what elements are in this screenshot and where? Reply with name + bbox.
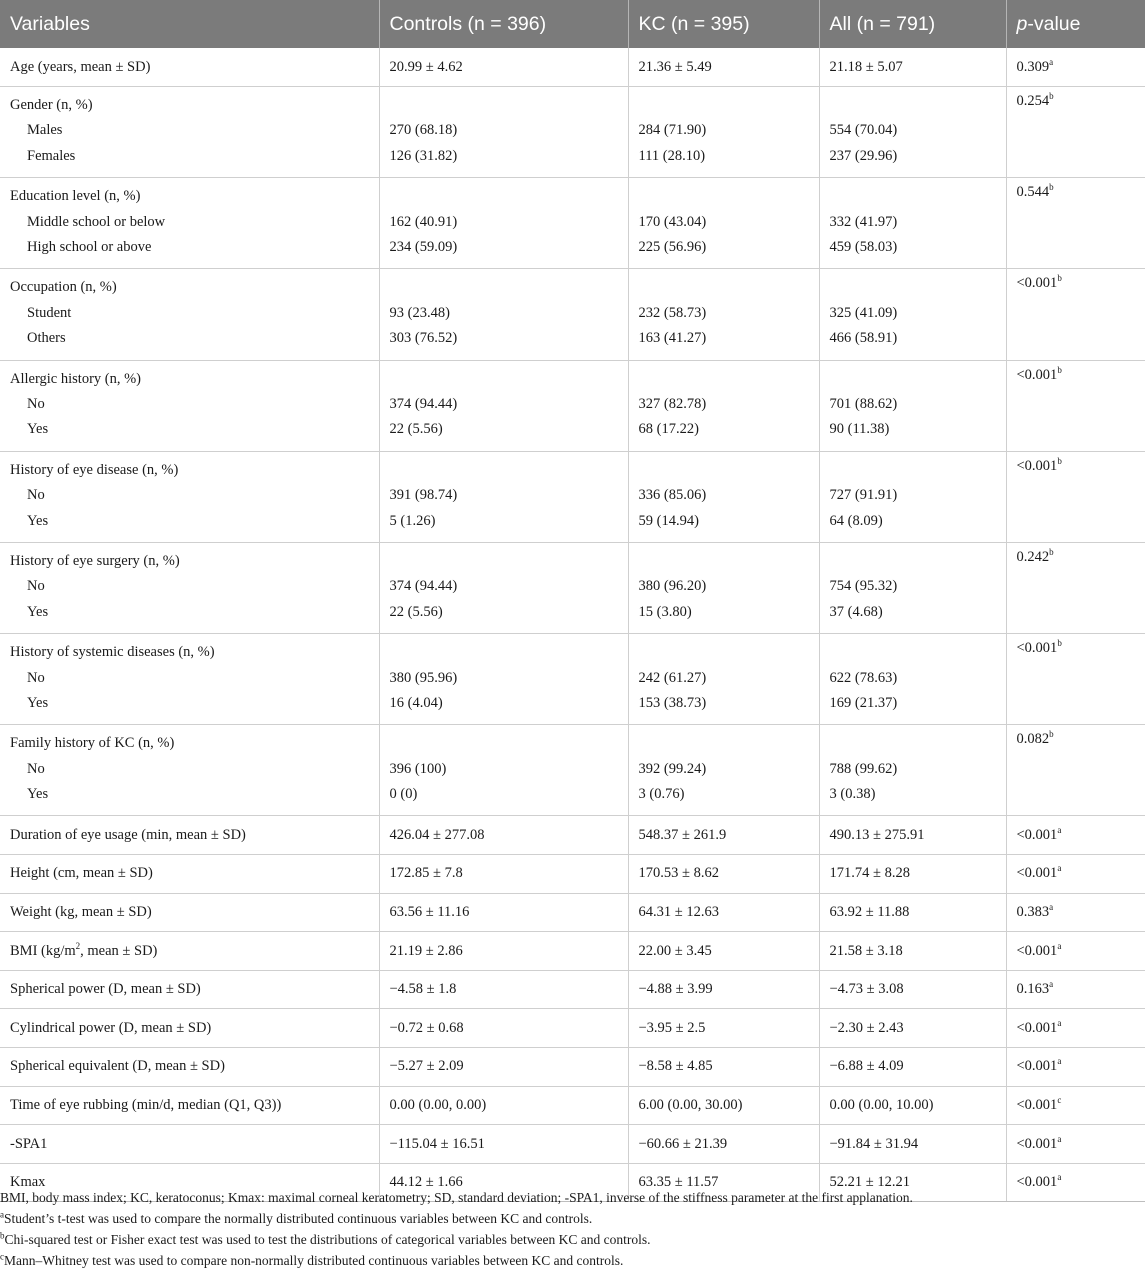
subcategory-value: 93 (23.48) <box>389 304 450 321</box>
subcategory-value: 90 (11.38) <box>829 421 890 438</box>
p-value-cell <box>1006 855 1145 894</box>
variable-label: Education level (n, %) <box>10 188 141 205</box>
kc-value: −8.58 ± 4.85 <box>628 1048 819 1087</box>
controls-value: 20.99 ± 4.62 <box>379 48 628 87</box>
footnote-text: Student’s t-test was used to compare the normally distributed continuous variables between KC and controls. <box>4 1211 593 1226</box>
variable-cell <box>0 1125 379 1164</box>
kc-value: 64.31 ± 12.63 <box>628 893 819 932</box>
variable-label: Occupation (n, %) <box>10 279 117 296</box>
subcategory-label: No <box>27 578 45 595</box>
all-value <box>819 725 1006 816</box>
controls-value: −0.72 ± 0.68 <box>379 1009 628 1048</box>
spacer-line <box>390 731 618 756</box>
controls-value <box>379 269 628 360</box>
subcategory-value: 234 (59.09) <box>389 239 458 256</box>
header-controls: Controls (n = 396) <box>379 0 628 48</box>
p-value-cell <box>1006 87 1145 178</box>
subcategory-value: 169 (21.37) <box>829 694 898 711</box>
variable-cell <box>0 855 379 894</box>
variable-cell <box>0 360 379 451</box>
subcategory-value: 170 (43.04) <box>638 213 707 230</box>
kc-value: −4.88 ± 3.99 <box>628 970 819 1009</box>
subcategory-value: 392 (99.24) <box>638 760 707 777</box>
p-value-cell <box>1006 816 1145 855</box>
table-body <box>0 48 1145 1202</box>
kc-value: −60.66 ± 21.39 <box>628 1125 819 1164</box>
variable-label: Gender (n, %) <box>10 97 93 114</box>
variable-label: Duration of eye usage (min, mean ± SD) <box>10 826 246 843</box>
variable-label: Spherical power (D, mean ± SD) <box>10 981 201 998</box>
all-value: −2.30 ± 2.43 <box>819 1009 1006 1048</box>
superscript: a <box>1049 56 1054 67</box>
variable-cell <box>0 542 379 633</box>
controls-value: 21.19 ± 2.86 <box>379 932 628 971</box>
p-value-cell <box>1006 451 1145 542</box>
variable-label: History of eye disease (n, %) <box>10 461 179 478</box>
controls-value: −115.04 ± 16.51 <box>379 1125 628 1164</box>
subcategory-label: Yes <box>27 421 49 438</box>
subcategory-value: 374 (94.44) <box>389 578 458 595</box>
footnote <box>0 1229 1145 1250</box>
variable-label: Age (years, mean ± SD) <box>10 58 151 75</box>
spacer-line <box>639 275 809 300</box>
subcategory-value: 459 (58.03) <box>829 239 898 256</box>
superscript: b <box>1057 455 1062 466</box>
variable-cell <box>0 1048 379 1087</box>
variable-label: Kmax <box>10 1174 46 1191</box>
subcategory-label: No <box>27 760 45 777</box>
p-value-cell <box>1006 634 1145 725</box>
subcategory-value: 15 (3.80) <box>638 603 692 620</box>
footnote-text: Chi-squared test or Fisher exact test was used to test the distributions of categorical variables between KC and controls. <box>4 1232 651 1247</box>
p-value-cell <box>1006 725 1145 816</box>
spacer-line <box>639 184 809 209</box>
p-value: 0.254 <box>1016 93 1050 110</box>
superscript: c <box>1057 1095 1062 1106</box>
spacer-line <box>830 549 996 574</box>
kc-value <box>628 451 819 542</box>
spacer-line <box>639 549 809 574</box>
subcategory-label: No <box>27 396 45 412</box>
superscript: c <box>0 1251 4 1262</box>
subcategory-value: 701 (88.62) <box>829 396 898 412</box>
superscript: a <box>1049 979 1054 990</box>
p-value-cell <box>1006 1125 1145 1164</box>
controls-value: 426.04 ± 277.08 <box>379 816 628 855</box>
superscript: a <box>1057 863 1062 874</box>
table-row <box>0 634 1145 725</box>
variable-cell <box>0 634 379 725</box>
footnote <box>0 1187 1145 1208</box>
subcategory-value: 380 (95.96) <box>389 669 458 686</box>
all-value <box>819 542 1006 633</box>
superscript: a <box>1057 1056 1062 1067</box>
variable-label: Cylindrical power (D, mean ± SD) <box>10 1019 212 1036</box>
spacer-line <box>390 458 618 483</box>
spacer-line <box>639 731 809 756</box>
subcategory-value: 242 (61.27) <box>638 669 707 686</box>
subcategory-value: 5 (1.26) <box>389 512 436 529</box>
subcategory-label: No <box>27 669 45 686</box>
variable-cell <box>0 970 379 1009</box>
spacer-line <box>390 93 618 118</box>
p-value: 0.082 <box>1016 731 1050 748</box>
variable-cell <box>0 1086 379 1125</box>
variable-label: Time of eye rubbing (min/d, median (Q1, Q3)) <box>10 1096 282 1113</box>
all-value: 52.21 ± 12.21 <box>819 1163 1006 1202</box>
all-value: 63.92 ± 11.88 <box>819 893 1006 932</box>
all-value: 0.00 (0.00, 10.00) <box>819 1086 1006 1125</box>
table-row <box>0 178 1145 269</box>
p-value-cell <box>1006 48 1145 87</box>
p-value-cell <box>1006 178 1145 269</box>
superscript: b <box>1057 273 1062 284</box>
subcategory-label: Males <box>27 122 63 139</box>
spacer-line <box>830 184 996 209</box>
variable-label: Height (cm, mean ± SD) <box>10 865 153 882</box>
kc-value <box>628 269 819 360</box>
subcategory-label: Yes <box>27 603 49 620</box>
footnote <box>0 1250 1145 1271</box>
superscript: b <box>1049 729 1054 740</box>
p-value-cell <box>1006 269 1145 360</box>
variable-cell <box>0 932 379 971</box>
table-row <box>0 87 1145 178</box>
subcategory-label: No <box>27 487 45 504</box>
table-row <box>0 855 1145 894</box>
header-kc: KC (n = 395) <box>628 0 819 48</box>
superscript: a <box>1057 1133 1062 1144</box>
superscript: a <box>1057 1017 1062 1028</box>
subcategory-value: 22 (5.56) <box>389 603 443 620</box>
p-value: 0.242 <box>1016 548 1050 565</box>
p-value-cell <box>1006 1048 1145 1087</box>
p-value: <0.001 <box>1016 1058 1058 1075</box>
variable-cell <box>0 178 379 269</box>
p-value: <0.001 <box>1016 457 1058 474</box>
p-value: <0.001 <box>1016 1174 1058 1191</box>
subcategory-value: 68 (17.22) <box>638 421 699 438</box>
controls-value: −5.27 ± 2.09 <box>379 1048 628 1087</box>
variable-label: History of systemic diseases (n, %) <box>10 644 215 661</box>
variable-cell <box>0 48 379 87</box>
subcategory-value: 153 (38.73) <box>638 694 707 711</box>
variable-label: History of eye surgery (n, %) <box>10 552 180 569</box>
subcategory-value: 3 (0.76) <box>638 786 685 803</box>
p-value: 0.309 <box>1016 58 1050 75</box>
footnote-text: BMI, body mass index; KC, keratoconus; Kmax: maximal corneal keratometry; SD, standard deviation; -SPA1, inverse of the stiffness parameter at the first applanation. <box>0 1190 913 1205</box>
variable-cell <box>0 725 379 816</box>
subcategory-value: 622 (78.63) <box>829 669 898 686</box>
superscript: b <box>1057 364 1062 375</box>
table-row <box>0 893 1145 932</box>
p-value: <0.001 <box>1016 640 1058 657</box>
subcategory-value: 391 (98.74) <box>389 487 458 504</box>
superscript: a <box>1057 824 1062 835</box>
spacer-line <box>390 549 618 574</box>
spacer-line <box>639 458 809 483</box>
table-row <box>0 451 1145 542</box>
p-value: <0.001 <box>1016 942 1058 959</box>
variable-cell <box>0 451 379 542</box>
p-value: <0.001 <box>1016 1135 1058 1152</box>
controls-value <box>379 451 628 542</box>
subcategory-label: Yes <box>27 512 49 529</box>
superscript: b <box>0 1230 5 1241</box>
p-value-cell <box>1006 360 1145 451</box>
table-row <box>0 542 1145 633</box>
p-value: <0.001 <box>1016 826 1058 843</box>
kc-value: 63.35 ± 11.57 <box>628 1163 819 1202</box>
table-row <box>0 1125 1145 1164</box>
variable-label: Allergic history (n, %) <box>10 370 142 387</box>
subcategory-value: 754 (95.32) <box>829 578 898 595</box>
subcategory-value: 466 (58.91) <box>829 330 898 347</box>
controls-value <box>379 360 628 451</box>
p-value: <0.001 <box>1016 366 1058 383</box>
controls-value <box>379 634 628 725</box>
p-value: <0.001 <box>1016 1019 1058 1036</box>
subcategory-label: High school or above <box>27 239 152 256</box>
controls-value <box>379 178 628 269</box>
variable-label: BMI (kg/m <box>10 942 76 959</box>
variable-label-suffix: , mean ± SD) <box>80 942 158 959</box>
spacer-line <box>830 275 996 300</box>
subcategory-value: 162 (40.91) <box>389 213 458 230</box>
table-header-row <box>0 0 1145 48</box>
table-row <box>0 932 1145 971</box>
spacer-line <box>639 93 809 118</box>
controls-value <box>379 542 628 633</box>
subcategory-label: Yes <box>27 694 49 711</box>
table-row <box>0 360 1145 451</box>
p-value-cell <box>1006 1086 1145 1125</box>
all-value <box>819 451 1006 542</box>
subcategory-label: Yes <box>27 786 49 803</box>
all-value <box>819 269 1006 360</box>
p-value-cell <box>1006 1009 1145 1048</box>
controls-value: 0.00 (0.00, 0.00) <box>379 1086 628 1125</box>
subcategory-value: 163 (41.27) <box>638 330 707 347</box>
table-row <box>0 48 1145 87</box>
variable-label: Family history of KC (n, %) <box>10 735 175 752</box>
all-value: −4.73 ± 3.08 <box>819 970 1006 1009</box>
all-value: −6.88 ± 4.09 <box>819 1048 1006 1087</box>
superscript: b <box>1049 91 1054 102</box>
subcategory-value: 303 (76.52) <box>389 330 458 347</box>
subcategory-value: 380 (96.20) <box>638 578 707 595</box>
all-value: −91.84 ± 31.94 <box>819 1125 1006 1164</box>
table-row <box>0 1009 1145 1048</box>
controls-value: 63.56 ± 11.16 <box>379 893 628 932</box>
header-variables: Variables <box>0 0 379 48</box>
subcategory-value: 3 (0.38) <box>829 786 876 803</box>
superscript: b <box>1049 547 1054 558</box>
subcategory-value: 284 (71.90) <box>638 122 707 139</box>
all-value <box>819 634 1006 725</box>
all-value <box>819 87 1006 178</box>
all-value: 21.18 ± 5.07 <box>819 48 1006 87</box>
table-row <box>0 970 1145 1009</box>
p-value: <0.001 <box>1016 275 1058 292</box>
variable-label: -SPA1 <box>10 1135 48 1152</box>
table-row <box>0 1086 1145 1125</box>
subcategory-value: 332 (41.97) <box>829 213 898 230</box>
p-value-cell <box>1006 970 1145 1009</box>
subcategory-value: 16 (4.04) <box>389 694 443 711</box>
subcategory-value: 336 (85.06) <box>638 487 707 504</box>
spacer-line <box>390 184 618 209</box>
superscript: a <box>1057 1172 1062 1183</box>
all-value: 490.13 ± 275.91 <box>819 816 1006 855</box>
kc-value: −3.95 ± 2.5 <box>628 1009 819 1048</box>
variable-cell <box>0 893 379 932</box>
p-value: 0.163 <box>1016 981 1050 998</box>
header-p-value: p-value <box>1006 0 1145 48</box>
subcategory-value: 22 (5.56) <box>389 421 443 438</box>
kc-value: 170.53 ± 8.62 <box>628 855 819 894</box>
all-value: 171.74 ± 8.28 <box>819 855 1006 894</box>
p-value: <0.001 <box>1016 1096 1058 1113</box>
controls-value: 44.12 ± 1.66 <box>379 1163 628 1202</box>
controls-value <box>379 87 628 178</box>
subcategory-value: 0 (0) <box>389 786 418 803</box>
controls-value <box>379 725 628 816</box>
subcategory-value: 237 (29.96) <box>829 147 898 164</box>
p-value: <0.001 <box>1016 865 1058 882</box>
kc-value: 548.37 ± 261.9 <box>628 816 819 855</box>
superscript: a <box>1057 940 1062 951</box>
variable-cell <box>0 816 379 855</box>
superscript: b <box>1057 638 1062 649</box>
subcategory-label: Others <box>27 330 66 347</box>
footnote-text: Mann–Whitney test was used to compare non-normally distributed continuous variables between KC and controls. <box>4 1253 624 1268</box>
spacer-line <box>830 640 996 665</box>
variable-cell <box>0 1009 379 1048</box>
spacer-line <box>830 367 996 392</box>
superscript: a <box>1049 902 1054 913</box>
controls-value: 172.85 ± 7.8 <box>379 855 628 894</box>
kc-value <box>628 634 819 725</box>
subcategory-value: 327 (82.78) <box>638 396 707 412</box>
kc-value: 6.00 (0.00, 30.00) <box>628 1086 819 1125</box>
subcategory-value: 554 (70.04) <box>829 122 898 139</box>
table-row <box>0 269 1145 360</box>
subcategory-label: Student <box>27 304 72 321</box>
subcategory-value: 325 (41.09) <box>829 304 898 321</box>
p-value: 0.544 <box>1016 184 1050 201</box>
subcategory-value: 111 (28.10) <box>638 147 706 164</box>
subcategory-label: Females <box>27 147 76 164</box>
spacer-line <box>639 367 809 392</box>
subcategory-value: 225 (56.96) <box>638 239 707 256</box>
subcategory-value: 788 (99.62) <box>829 760 898 777</box>
footnote <box>0 1208 1145 1229</box>
kc-value: 21.36 ± 5.49 <box>628 48 819 87</box>
variable-cell <box>0 269 379 360</box>
table-footnotes <box>0 1187 1145 1271</box>
variable-label: Spherical equivalent (D, mean ± SD) <box>10 1058 225 1075</box>
kc-value <box>628 725 819 816</box>
superscript: b <box>1049 182 1054 193</box>
table-row <box>0 816 1145 855</box>
p-value-cell <box>1006 893 1145 932</box>
all-value <box>819 178 1006 269</box>
subcategory-value: 37 (4.68) <box>829 603 883 620</box>
subcategory-value: 396 (100) <box>389 760 447 777</box>
spacer-line <box>639 640 809 665</box>
spacer-line <box>390 275 618 300</box>
table-row <box>0 1048 1145 1087</box>
subcategory-value: 232 (58.73) <box>638 304 707 321</box>
variable-cell <box>0 87 379 178</box>
kc-value <box>628 178 819 269</box>
kc-value: 22.00 ± 3.45 <box>628 932 819 971</box>
subcategory-value: 59 (14.94) <box>638 512 699 529</box>
p-value-cell <box>1006 542 1145 633</box>
spacer-line <box>830 93 996 118</box>
spacer-line <box>830 458 996 483</box>
subcategory-value: 270 (68.18) <box>389 122 458 139</box>
p-value: 0.383 <box>1016 903 1050 920</box>
subcategory-value: 374 (94.44) <box>389 396 458 412</box>
subcategory-value: 64 (8.09) <box>829 512 883 529</box>
subcategory-value: 727 (91.91) <box>829 487 898 504</box>
kc-value <box>628 360 819 451</box>
table-row <box>0 725 1145 816</box>
superscript: a <box>0 1209 4 1220</box>
subcategory-value: 126 (31.82) <box>389 147 458 164</box>
subcategory-label: Middle school or below <box>27 213 166 230</box>
controls-value: −4.58 ± 1.8 <box>379 970 628 1009</box>
kc-value <box>628 87 819 178</box>
all-value <box>819 360 1006 451</box>
spacer-line <box>830 731 996 756</box>
variable-label: Weight (kg, mean ± SD) <box>10 903 152 920</box>
header-all: All (n = 791) <box>819 0 1006 48</box>
kc-value <box>628 542 819 633</box>
spacer-line <box>390 640 618 665</box>
spacer-line <box>390 367 618 392</box>
all-value: 21.58 ± 3.18 <box>819 932 1006 971</box>
p-value-cell <box>1006 932 1145 971</box>
superscript: 2 <box>75 940 81 951</box>
